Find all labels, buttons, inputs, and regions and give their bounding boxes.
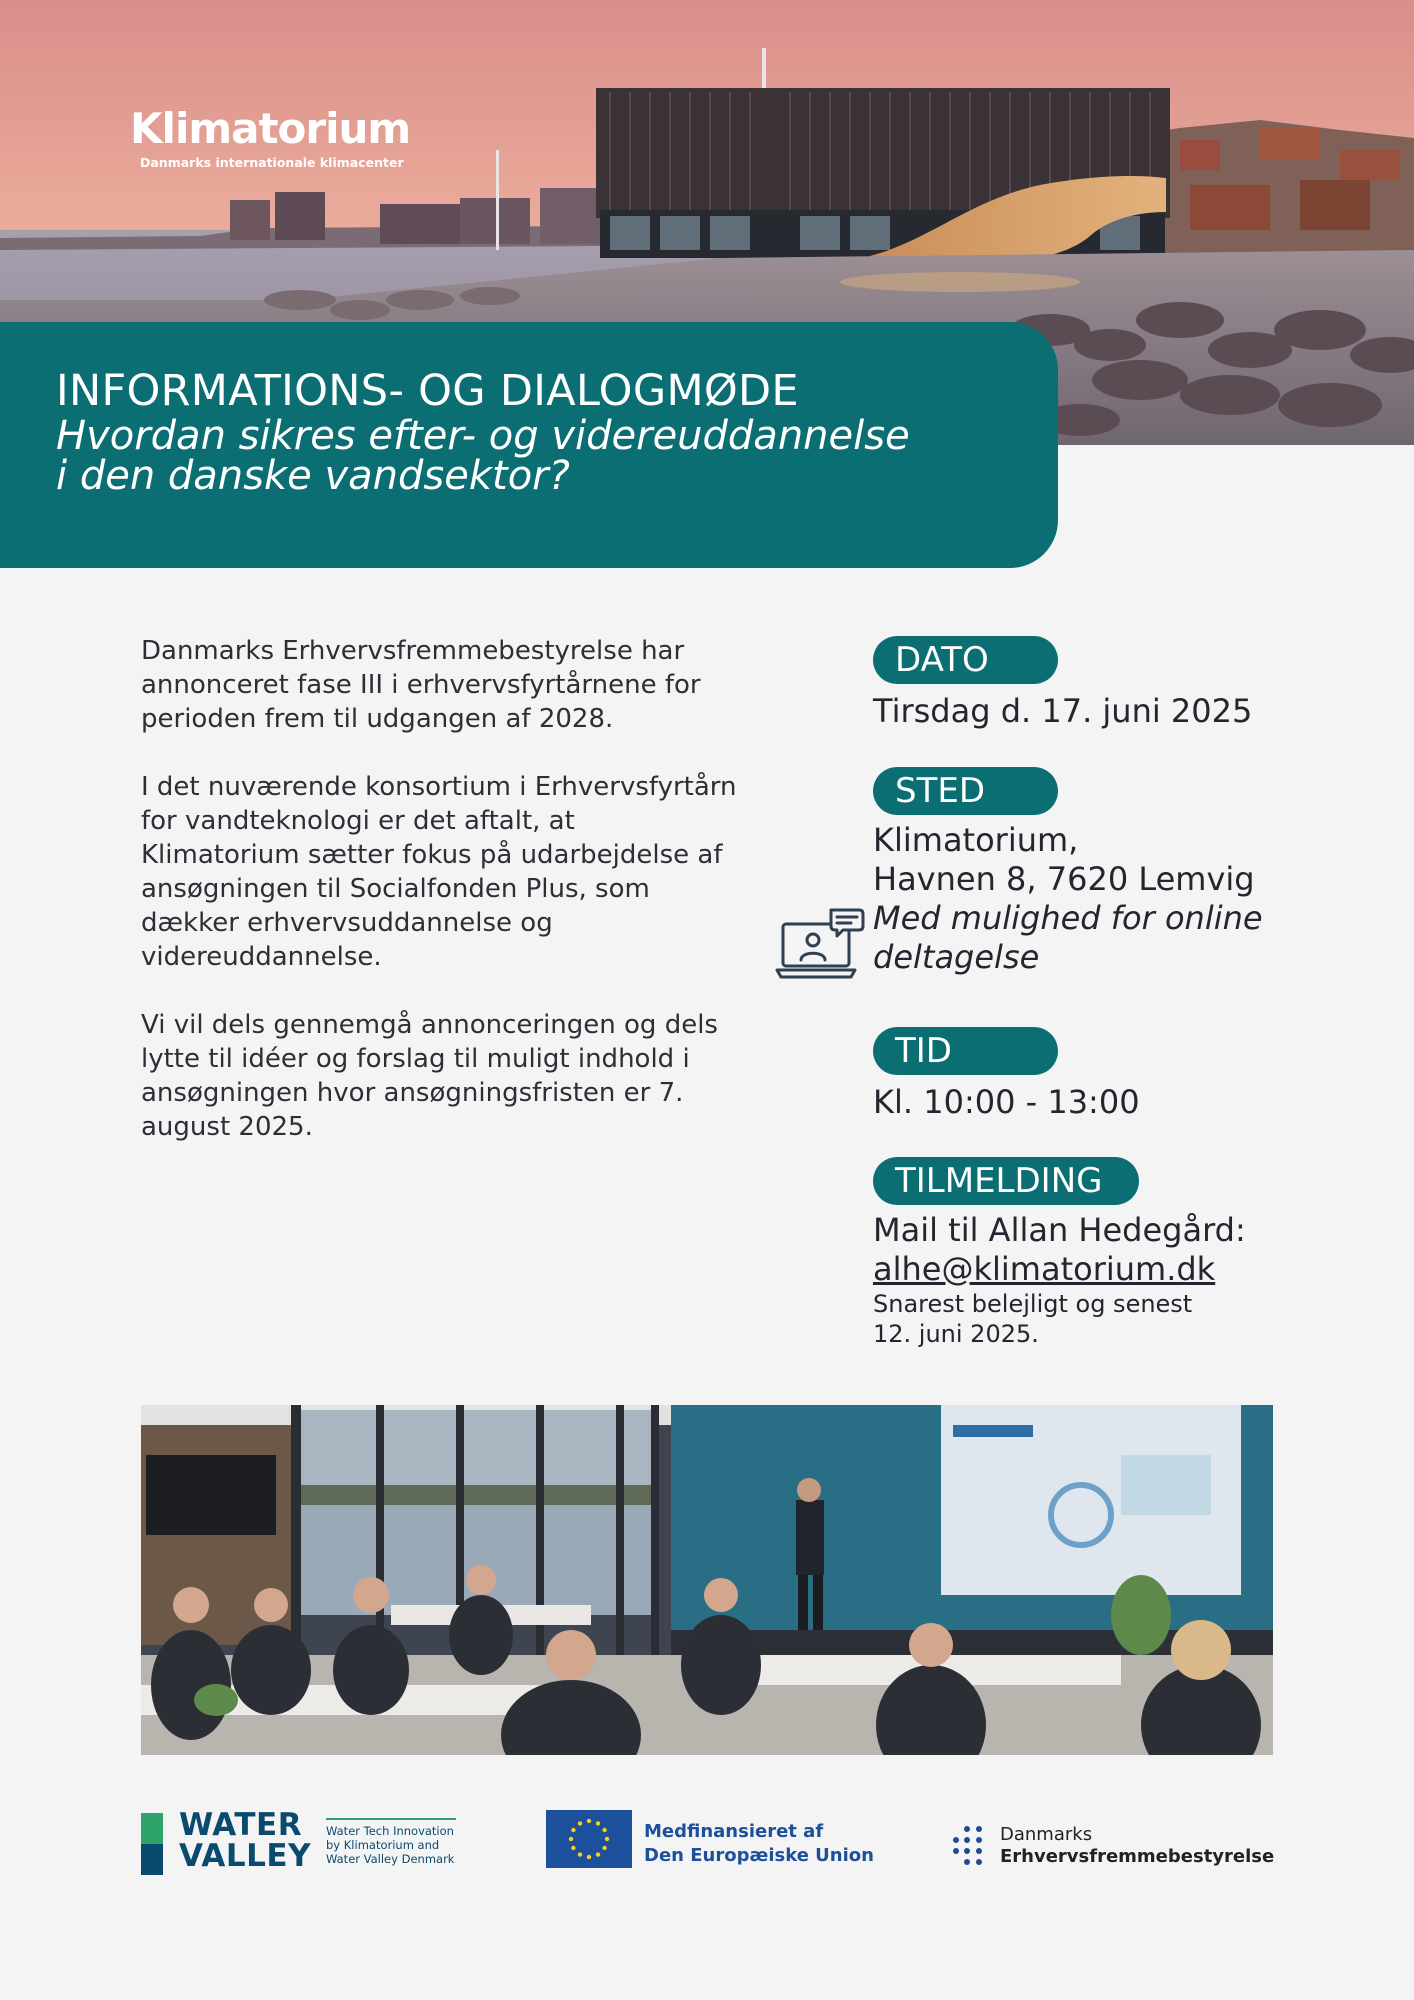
eu-flag-icon	[546, 1810, 632, 1868]
page-title: INFORMATIONS- OG DIALOGMØDE	[56, 366, 799, 416]
water-valley-mark-icon	[141, 1813, 163, 1875]
place-online-line2: deltagelse	[873, 938, 1040, 976]
registration-note-line1: Snarest belejligt og senest	[873, 1290, 1193, 1318]
brand-name: Klimatorium	[130, 104, 411, 153]
place-online-line1: Med mulighed for online	[873, 899, 1263, 937]
eu-line1: Medfinansieret af	[644, 1821, 824, 1842]
info-date	[873, 636, 1252, 731]
intro-paragraph-2: I det nuværende konsortium i Erhvervsfyrtårn for vandteknologi er det aftalt, at Klimatorium sætter fokus på udarbejdelse af ansøgningen til Socialfonden Plus, som dækker erhvervsuddannelse og videreuddannelse.	[141, 772, 737, 972]
intro-paragraph-1: Danmarks Erhvervsfremmebestyrelse har annonceret fase III i erhvervsfyrtårnene for perioden frem til udgangen af 2028.	[141, 636, 701, 734]
info-registration	[873, 1157, 1246, 1349]
time-label: TID	[873, 1027, 1058, 1075]
registration-line1: Mail til Allan Hedegård:	[873, 1211, 1246, 1249]
date-value: Tirsdag d. 17. juni 2025	[873, 692, 1253, 730]
brand-logo	[130, 105, 410, 170]
registration-note-line2: 12. juni 2025.	[873, 1320, 1039, 1348]
title-banner	[0, 322, 1058, 568]
info-place	[873, 767, 1263, 977]
date-label: DATO	[873, 636, 1058, 684]
brand-tagline: Danmarks internationale klimacenter	[140, 155, 404, 170]
online-meeting-icon	[775, 904, 865, 980]
water-valley-line1: WATER	[179, 1807, 303, 1843]
dk-line1: Danmarks	[1000, 1824, 1093, 1845]
place-line2: Havnen 8, 7620 Lemvig	[873, 860, 1255, 898]
time-value: Kl. 10:00 - 13:00	[873, 1083, 1140, 1121]
registration-email-link[interactable]: alhe@klimatorium.dk	[873, 1250, 1216, 1288]
intro-paragraph-3: Vi vil dels gennemgå annonceringen og dels lytte til idéer og forslag til muligt indhold i ansøgningen hvor ansøgningsfristen er 7. august 2025.	[141, 1010, 718, 1142]
water-valley-tag2: by Klimatorium and	[326, 1838, 440, 1852]
dots-grid-icon	[953, 1826, 983, 1866]
page-subtitle-line1: Hvordan sikres efter- og videreuddannelse	[56, 413, 910, 459]
eu-line2: Den Europæiske Union	[644, 1845, 874, 1866]
info-time	[873, 1027, 1140, 1122]
place-line1: Klimatorium,	[873, 821, 1079, 859]
registration-label: TILMELDING	[873, 1157, 1139, 1205]
water-valley-tag3: Water Valley Denmark	[326, 1852, 455, 1866]
partner-logos	[141, 1807, 1276, 1880]
water-valley-line2: VALLEY	[179, 1838, 312, 1874]
intro-text	[141, 634, 741, 1178]
place-label: STED	[873, 767, 1058, 815]
dk-line2: Erhvervsfremmebestyrelse	[1000, 1846, 1275, 1867]
page-subtitle-line2: i den danske vandsektor?	[56, 453, 570, 499]
event-photo	[141, 1405, 1273, 1755]
water-valley-tag1: Water Tech Innovation	[326, 1824, 454, 1838]
